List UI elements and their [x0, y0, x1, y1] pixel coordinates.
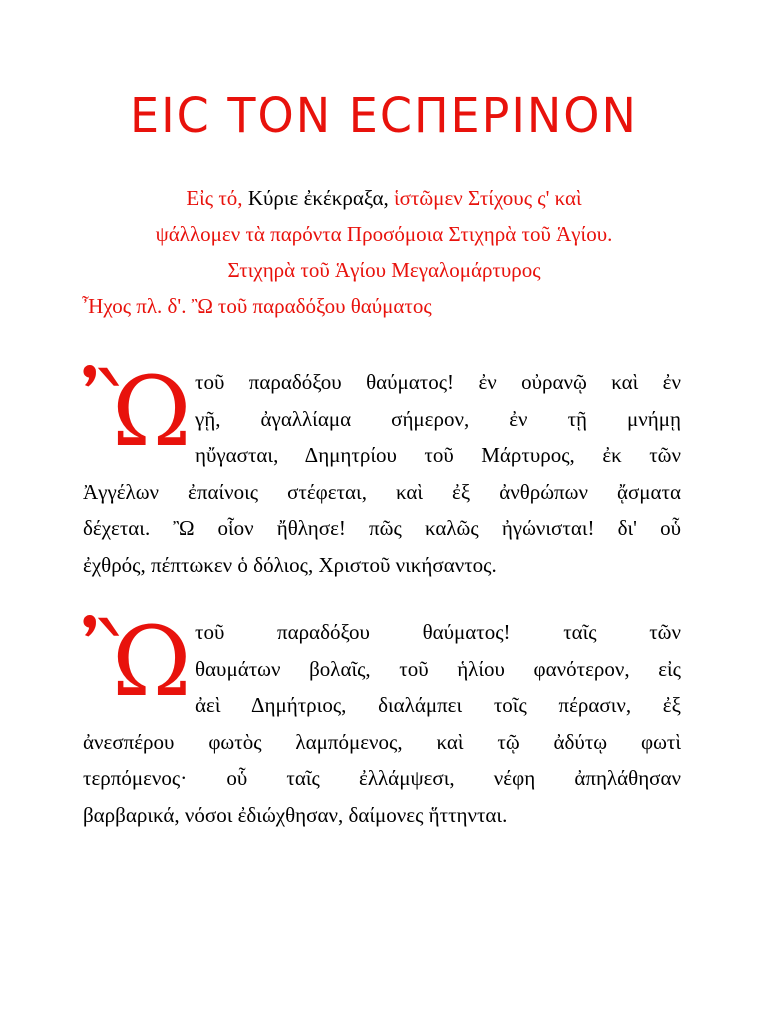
rubric-tone-line: Ἦχος πλ. δ'. Ὢ τοῦ παραδόξου θαύματος [82, 294, 432, 318]
rubric-red-text: ἱστῶμεν Στίχους ς' καὶ [393, 186, 582, 210]
hymn-paragraph [83, 606, 681, 833]
rubric-red-text: Εἰς τό, [186, 186, 248, 210]
hymn-paragraph [83, 356, 681, 583]
hymn-line: ἀνεσπέρου φωτὸς λαμπόμενος, καὶ τῷ ἀδύτῳ φωτὶ [83, 729, 681, 754]
hymn-line: τοῦ παραδόξου θαύματος! ἐν οὐρανῷ καὶ ἐν [195, 370, 681, 394]
rubric-line-1 [0, 180, 768, 216]
page-title: ΕΙϹ ΤΟΝ ΕϹΠΕΡΙΝΟΝ [130, 86, 638, 144]
hymn-line: δέχεται. Ὢ οἷον ἤθλησε! πῶς καλῶς ἠγώνισται! δι' οὗ [83, 516, 681, 540]
drop-cap: Ὢ [83, 356, 192, 468]
rubric-line-3: Στιχηρὰ τοῦ Ἁγίου Μεγαλομάρτυρος [227, 258, 541, 282]
hymn-line: θαυμάτων βολαῖς, τοῦ ἡλίου φανότερον, εἰς [195, 656, 681, 681]
hymn-line: γῇ, ἀγαλλίαμα σήμερον, ἐν τῇ μνήμῃ [195, 406, 681, 431]
rubric-line-2: ψάλλομεν τὰ παρόντα Προσόμοια Στιχηρὰ τοῦ Ἁγίου. [155, 222, 613, 246]
hymn-line: τοῦ παραδόξου θαύματος! ταῖς τῶν [195, 620, 681, 644]
rubric-incipit-text: Κύριε ἐκέκραξα, [247, 186, 394, 210]
drop-cap: Ὢ [83, 606, 192, 718]
hymn-line: ἀεὶ Δημήτριος, διαλάμπει τοῖς πέρασιν, ἐξ [195, 693, 681, 717]
hymn-line: Ἀγγέλων ἐπαίνοις στέφεται, καὶ ἐξ ἀνθρώπων ᾄσματα [83, 479, 681, 504]
hymn-line: τερπόμενος· οὗ ταῖς ἐλλάμψεσι, νέφη ἀπηλάθησαν [83, 766, 681, 790]
hymn-line: ἐχθρός, πέπτωκεν ὁ δόλιος, Χριστοῦ νικήσαντος. [83, 552, 497, 577]
hymn-line: ηὔγασται, Δημητρίου τοῦ Μάρτυρος, ἐκ τῶν [195, 443, 681, 467]
hymn-line: βαρβαρικά, νόσοι ἐδιώχθησαν, δαίμονες ἥττηνται. [83, 802, 508, 827]
